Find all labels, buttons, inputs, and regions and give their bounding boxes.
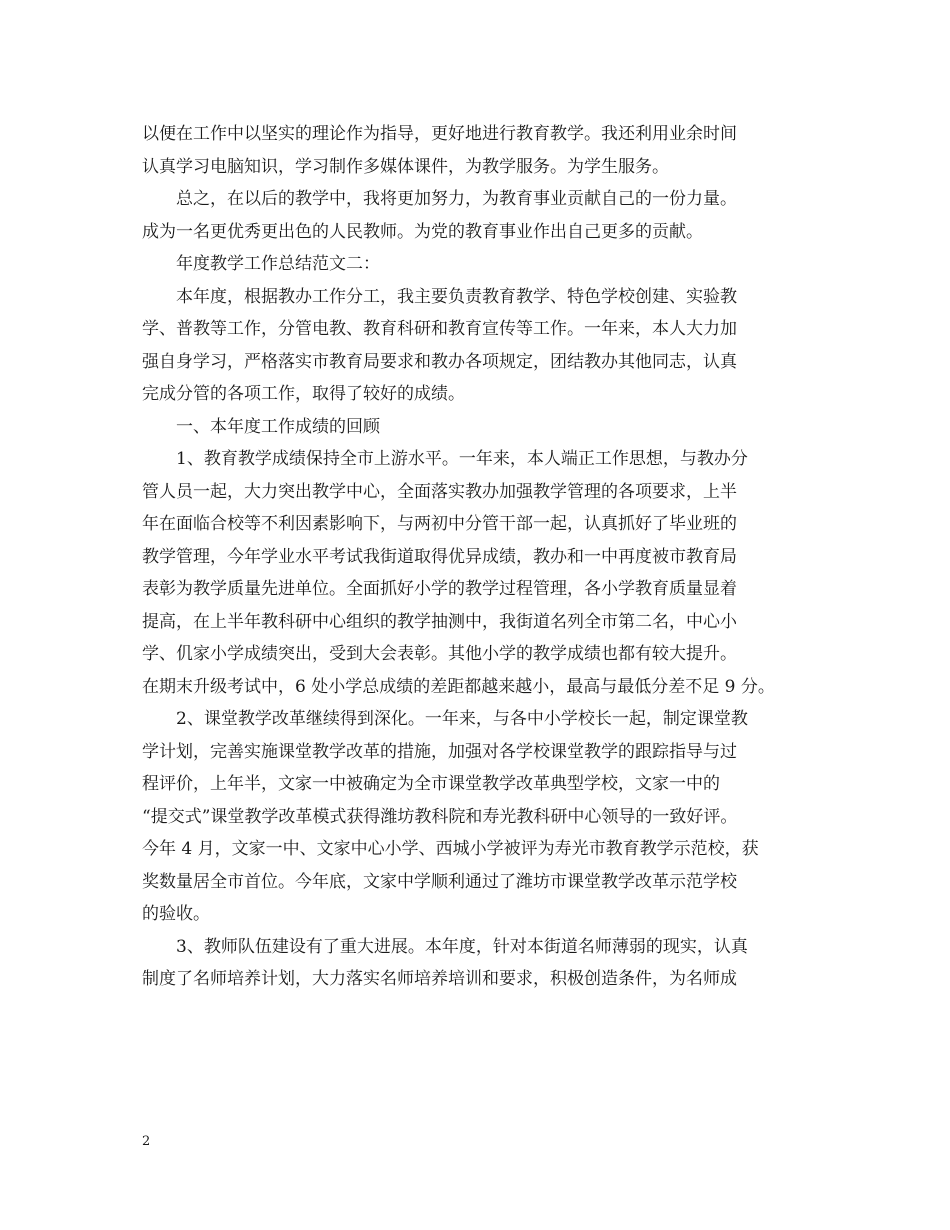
text-line: 1、教育教学成绩保持全市上游水平。一年来，本人端正工作思想，与教办分 [176,449,748,469]
text-line: 提高，在上半年教科研中心组织的教学抽测中，我街道名列全市第二名，中心小 [142,611,737,632]
page-number: 2 [142,1134,151,1149]
text-line: 完成分管的各项工作，取得了较好的成绩。 [142,384,465,404]
text-line: 奖数量居全市首位。今年底，文家中学顺利通过了潍坊市课堂教学改革示范学校 [142,871,737,892]
text-line: 今年 4 月，文家一中、文家中心小学、西城小学被评为寿光市教育教学示范校，获 [142,839,759,859]
text-line: 的验收。 [142,904,210,924]
text-line: 在期末升级考试中，6 处小学总成绩的差距都越来越小，最高与最低分差不足 9 分。 [142,676,775,697]
text-line: 管人员一起，大力突出教学中心，全面落实教办加强教学管理的各项要求，上半 [142,481,737,502]
text-line: 学计划，完善实施课堂教学改革的措施，加强对各学校课堂教学的跟踪指导与过 [142,741,737,762]
text-line: 强自身学习，严格落实市教育局要求和教办各项规定，团结教办其他同志，认真 [142,351,737,372]
text-line: 认真学习电脑知识，学习制作多媒体课件，为教学服务。为学生服务。 [142,156,669,177]
text-line: 制度了名师培养计划，大力落实名师培养培训和要求，积极创造条件，为名师成 [142,969,737,989]
text-line: 3、教师队伍建设有了重大进展。本年度，针对本街道名师薄弱的现实，认真 [176,936,748,957]
text-line: 学、仉家小学成绩突出，受到大会表彰。其他小学的教学成绩也都有较大提升。 [142,644,737,664]
section-heading: 一、本年度工作成绩的回顾 [176,416,380,437]
section-heading: 年度教学工作总结范文二： [176,254,380,274]
text-line: 总之，在以后的教学中，我将更加努力，为教育事业贡献自己的一份力量。 [176,189,737,209]
text-line: 成为一名更优秀更出色的人民教师。为党的教育事业作出自己更多的贡献。 [142,221,703,242]
document-body [142,118,822,996]
text-line: 2、课堂教学改革继续得到深化。一年来，与各中小学校长一起，制定课堂教 [176,709,748,729]
text-line: 表彰为教学质量先进单位。全面抓好小学的教学过程管理，各小学教育质量显着 [142,579,737,599]
text-line: 以便在工作中以坚实的理论作为指导，更好地进行教育教学。我还利用业余时间 [142,124,737,144]
text-line: 本年度，根据教办工作分工，我主要负责教育教学、特色学校创建、实验教 [176,286,737,307]
text-line: 学、普教等工作，分管电教、教育科研和教育宣传等工作。一年来，本人大力加 [142,319,737,339]
text-line: “提交式”课堂教学改革模式获得潍坊教科院和寿光教科研中心领导的一致好评。 [142,806,738,827]
text-line: 程评价，上年半，文家一中被确定为全市课堂教学改革典型学校，文家一中的 [142,774,720,794]
text-line: 年在面临合校等不利因素影响下，与两初中分管干部一起，认真抓好了毕业班的 [142,514,737,534]
text-line: 教学管理，今年学业水平考试我街道取得优异成绩，教办和一中再度被市教育局 [142,546,737,567]
